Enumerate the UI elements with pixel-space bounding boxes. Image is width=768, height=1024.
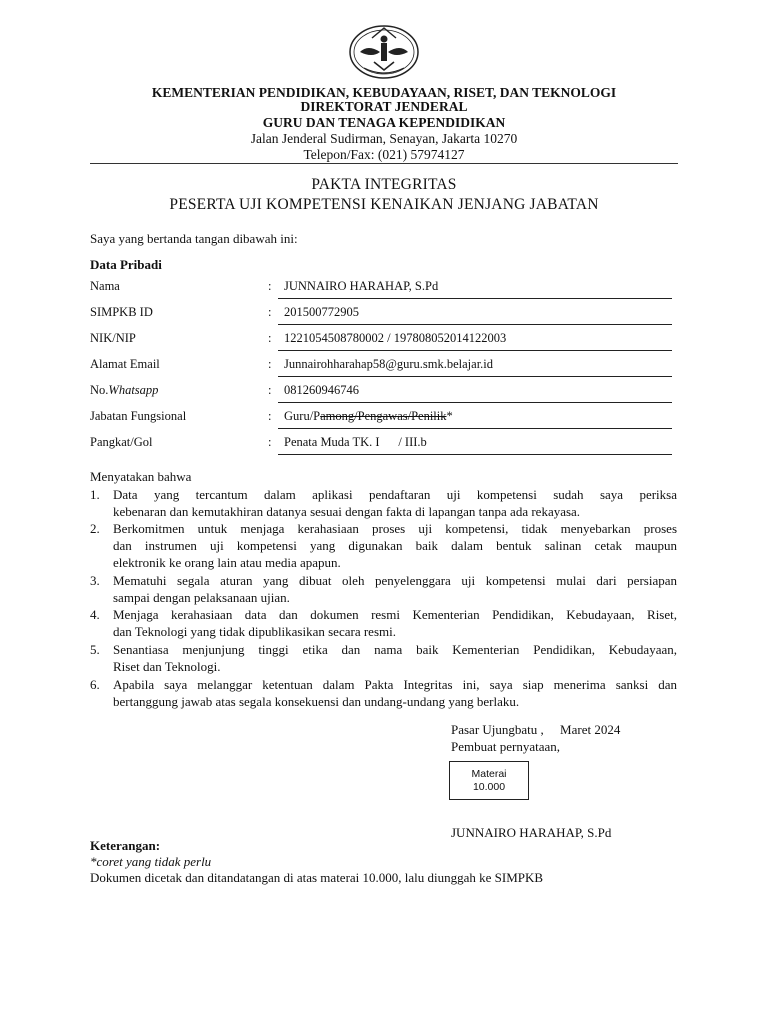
signer-name: JUNNAIRO HARAHAP, S.Pd	[451, 825, 612, 840]
field-underline	[278, 376, 672, 377]
letterhead-divider	[90, 163, 678, 164]
personal-data-heading: Data Pribadi	[90, 257, 162, 272]
email-value: Junnairohharahap58@guru.smk.belajar.id	[284, 357, 494, 371]
letterhead-division: GURU DAN TENAGA KEPENDIDIKAN	[262, 115, 506, 130]
name-value: JUNNAIRO HARAHAP, S.Pd	[284, 279, 439, 293]
list-item-number: 4.	[90, 607, 100, 622]
notes-heading: Keterangan:	[90, 838, 161, 853]
list-item-number: 2.	[90, 521, 100, 536]
list-item-number: 5.	[90, 642, 100, 657]
list-item-number: 3.	[90, 573, 100, 588]
field-underline	[278, 402, 672, 403]
list-item: Senantiasa menjunjung tinggi etika dan nama baik Kementerian Pendidikan, Kebudayaan, Riset dan Teknologi.	[113, 642, 677, 674]
colon: :	[268, 279, 272, 293]
signer-role: Pembuat pernyataan,	[451, 739, 561, 754]
nik-value: 1221054508780002 / 197808052014122003	[284, 331, 507, 345]
stamp-duty-box	[449, 761, 529, 800]
letterhead-phone: Telepon/Fax: (021) 57974127	[303, 147, 465, 162]
list-item: Data yang tercantum dalam aplikasi pendaftaran uji kompetensi sudah saya periksa kebenaran dan kemutakhiran datanya sesuai dengan fakta di lapangan tanpa ada rekayasa.	[113, 487, 677, 519]
stamp-duty-amount: 10.000	[472, 781, 506, 793]
whatsapp-label: No.Whatsapp	[90, 383, 159, 397]
nik-label: NIK/NIP	[90, 331, 136, 345]
colon: :	[268, 409, 272, 423]
document-title: PAKTA INTEGRITAS	[311, 176, 457, 193]
intro-text: Saya yang bertanda tangan dibawah ini:	[90, 231, 298, 246]
whatsapp-value: 081260946746	[284, 383, 359, 397]
stamp-duty-label: Materai	[471, 768, 507, 780]
colon: :	[268, 305, 272, 319]
colon: :	[268, 331, 272, 345]
list-item: Mematuhi segala aturan yang dibuat oleh penyelenggara uji kompetensi mulai dari persiapan sampai dengan pelaksanaan ujian.	[113, 573, 677, 605]
list-item: Apabila saya melanggar ketentuan dalam Pakta Integritas ini, saya siap menerima sanksi dan bertanggung jawab atas segala konsekuensi dan undang-undang yang berlaku.	[113, 677, 677, 709]
document-subtitle: PESERTA UJI KOMPETENSI KENAIKAN JENJANG JABATAN	[169, 196, 599, 213]
list-item: Berkomitmen untuk menjaga kerahasiaan proses uji kompetensi, tidak menyebarkan proses dan instrumen uji kompetensi yang digunakan baik dalam bentuk salinan cetak maupun elektronik ke orang lain atau media apapun.	[113, 521, 677, 570]
colon: :	[268, 383, 272, 397]
field-underline	[278, 454, 672, 455]
list-item: Menjaga kerahasiaan data dan dokumen resmi Kementerian Pendidikan, Kebudayaan, Riset, dan Teknologi yang tidak dipublikasikan secara resmi.	[113, 607, 677, 639]
letterhead-ministry: KEMENTERIAN PENDIDIKAN, KEBUDAYAAN, RISET, DAN TEKNOLOGI	[151, 85, 617, 100]
list-item-number: 6.	[90, 677, 100, 692]
letterhead-address: Jalan Jenderal Sudirman, Senayan, Jakarta 10270	[250, 131, 518, 146]
field-underline	[278, 428, 672, 429]
notes-footnote: *coret yang tidak perlu	[90, 854, 212, 869]
position-value: Guru/Pamong/Pengawas/Penilik*	[284, 409, 453, 423]
statement-heading: Menyatakan bahwa	[90, 469, 192, 484]
position-label: Jabatan Fungsional	[90, 409, 187, 423]
place-date: Pasar Ujungbatu , Maret 2024	[451, 722, 621, 737]
letterhead-directorate: DIREKTORAT JENDERAL	[300, 99, 468, 114]
field-underline	[278, 298, 672, 299]
rank-value: Penata Muda TK. I / III.b	[284, 435, 427, 449]
colon: :	[268, 357, 272, 371]
list-item-number: 1.	[90, 487, 100, 502]
simpkb-value: 201500772905	[284, 305, 359, 319]
rank-label: Pangkat/Gol	[90, 435, 153, 449]
colon: :	[268, 435, 272, 449]
struck-options: among/Pengawas/Penilik	[320, 409, 447, 423]
notes-instruction: Dokumen dicetak dan ditandatangan di atas materai 10.000, lalu diunggah ke SIMPKB	[90, 870, 544, 885]
ministry-logo-icon	[346, 22, 422, 80]
email-label: Alamat Email	[90, 357, 160, 371]
field-underline	[278, 324, 672, 325]
simpkb-label: SIMPKB ID	[90, 305, 153, 319]
name-label: Nama	[90, 279, 120, 293]
field-underline	[278, 350, 672, 351]
